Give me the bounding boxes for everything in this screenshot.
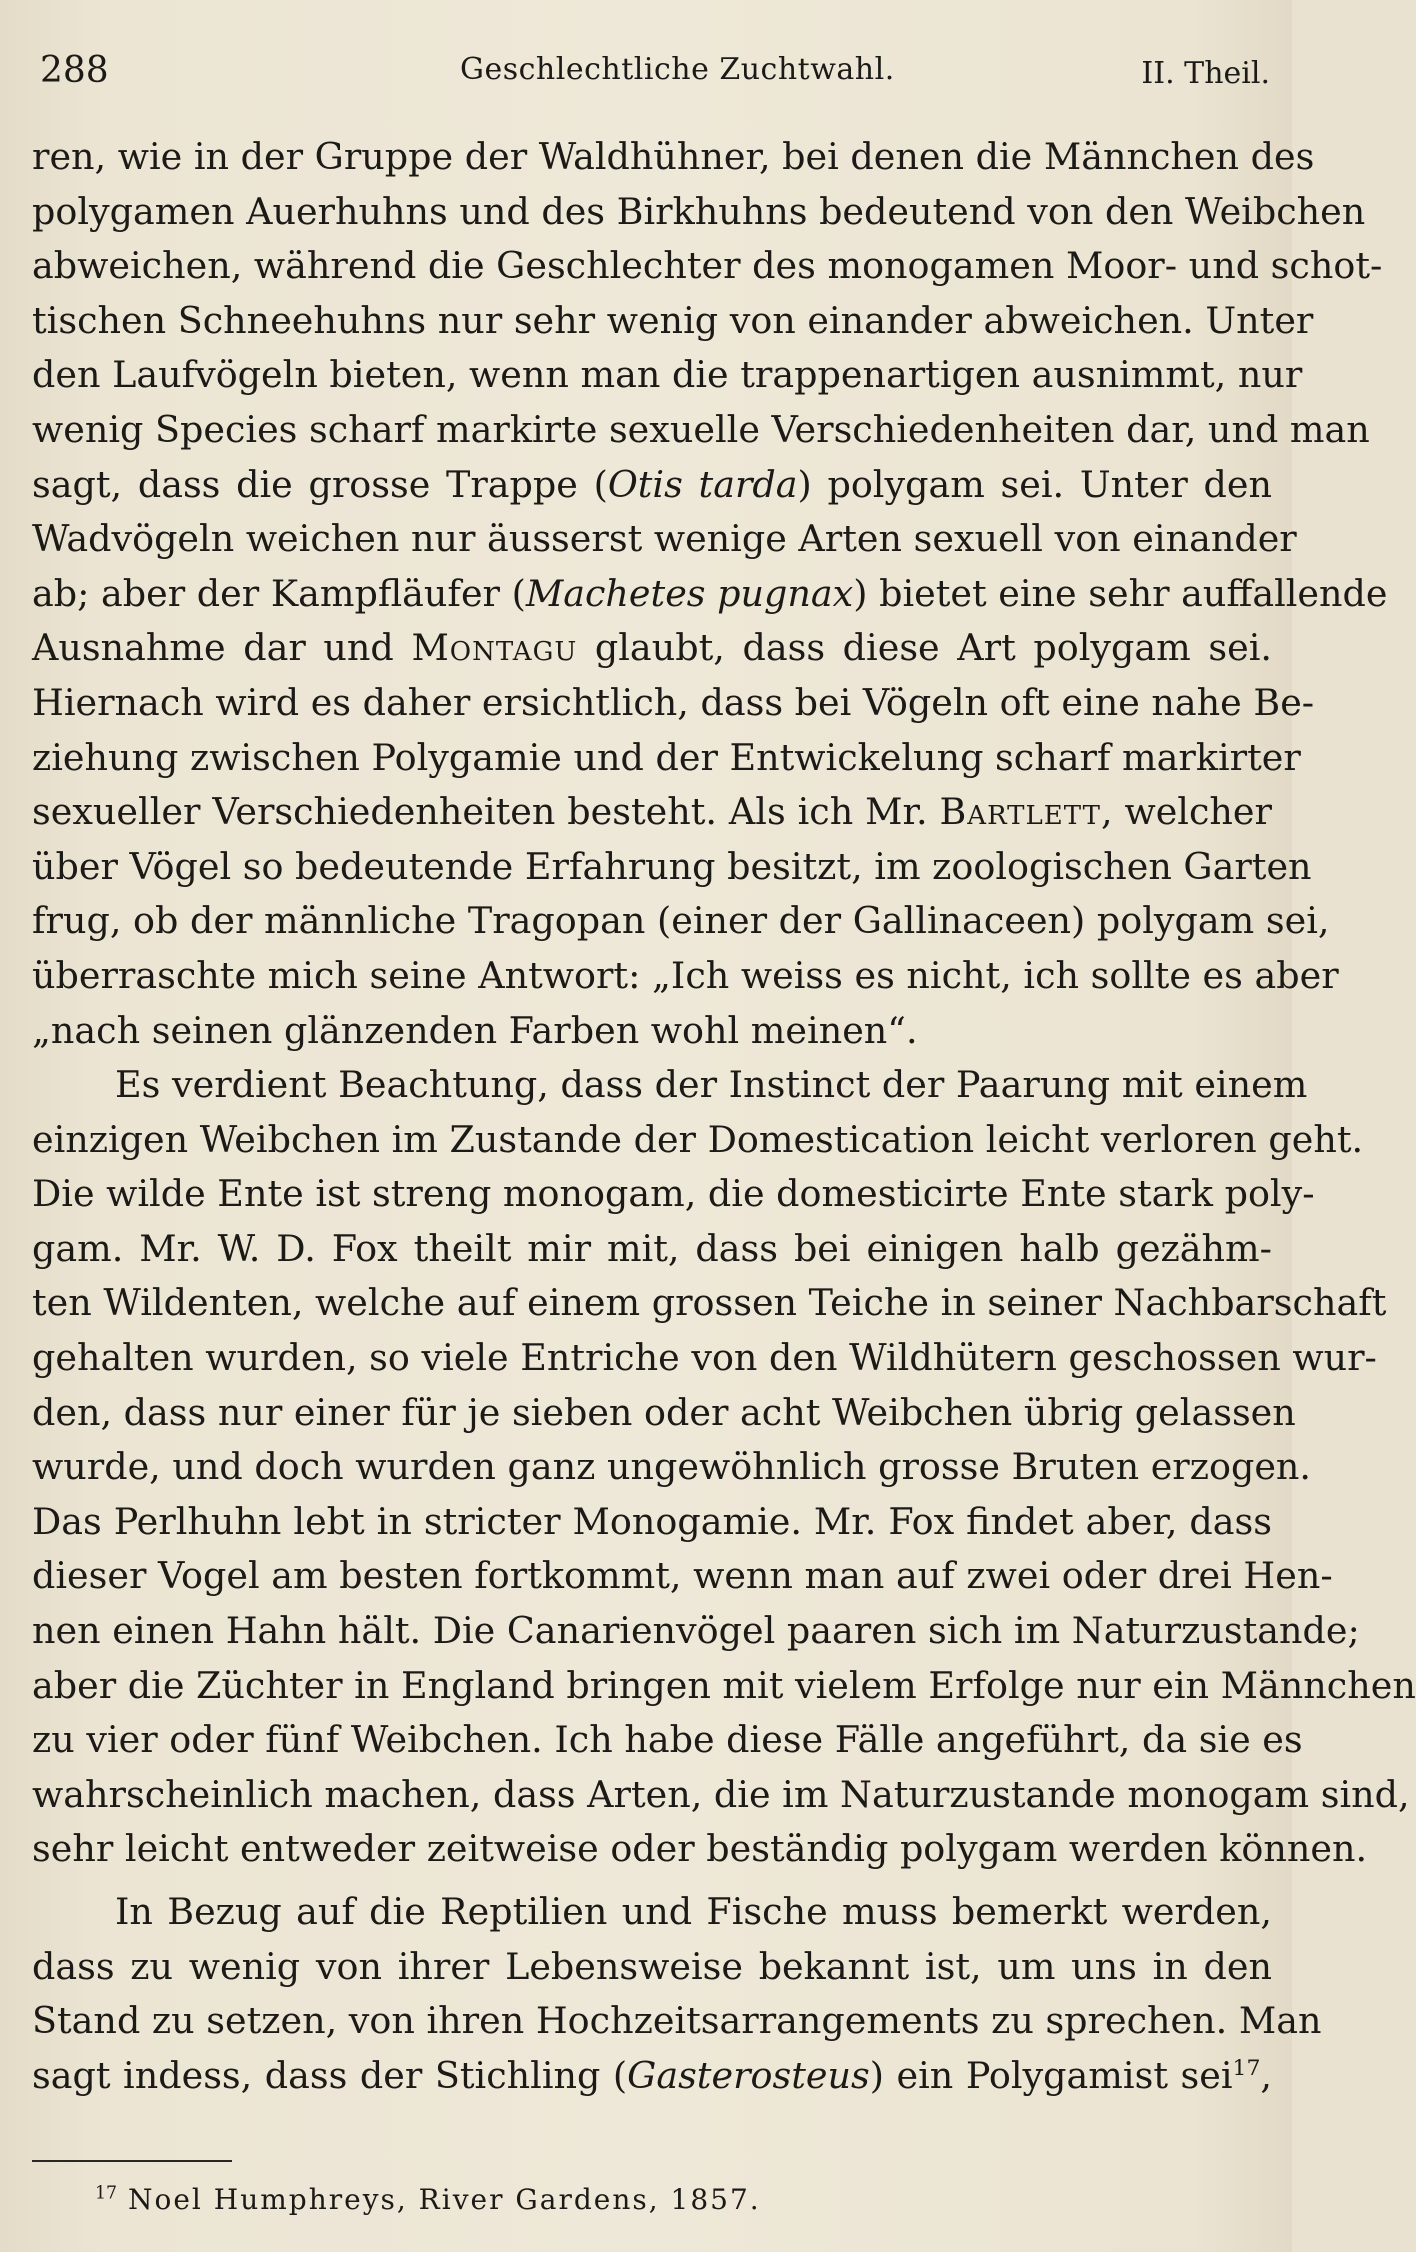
text-line (32, 185, 1366, 240)
text-run: Ausnahme dar und (32, 626, 412, 670)
text-run: ab; aber der Kampfläufer ( (32, 571, 526, 615)
text-run: glaubt, dass diese Art polygam sei. (577, 626, 1272, 670)
running-title: Geschlechtliche Zuchtwahl. (460, 52, 895, 87)
text-run: sehr leicht entweder zeitweise oder beständig polygam werden können. (32, 1827, 1368, 1871)
text-line (32, 1604, 1360, 1659)
italic-term: Machetes pugnax (525, 571, 854, 615)
text-line (32, 1768, 1410, 1823)
text-line (32, 294, 1314, 349)
text-line (32, 1004, 1272, 1059)
person-name: Bartlett (939, 790, 1101, 834)
text-run: , welcher (1100, 790, 1272, 834)
text-run: überraschte mich seine Antwort: „Ich weiss es nicht, ich sollte es aber (32, 953, 1339, 997)
text-run: den Laufvögeln bieten, wenn man die trappenartigen ausnimmt, nur (32, 353, 1303, 397)
text-line (32, 731, 1301, 786)
text-line (32, 1386, 1296, 1441)
page-number: 288 (40, 50, 109, 91)
footnote-mark: 17 (95, 2183, 118, 2204)
text-line (32, 1440, 1312, 1495)
footnote-rule (32, 2160, 232, 2162)
text-run: dieser Vogel am besten fortkommt, wenn man auf zwei oder drei Hen- (32, 1554, 1333, 1598)
text-line (32, 1331, 1377, 1386)
page-body (32, 130, 1416, 2103)
text-run: tischen Schneehuhns nur sehr wenig von einander abweichen. Unter (32, 298, 1314, 342)
text-line (32, 1713, 1303, 1768)
text-line (32, 239, 1383, 294)
text-line (32, 1940, 1272, 1995)
text-line (32, 1058, 1308, 1113)
text-run: Es verdient Beachtung, dass der Instinct der Paarung mit einem (115, 1063, 1308, 1107)
text-run: gehalten wurden, so viele Entriche von den Wildhütern geschossen wur- (32, 1336, 1377, 1380)
text-run: ) bietet eine sehr auffallende (853, 571, 1388, 615)
text-run: , (1260, 2053, 1272, 2097)
text-run: wurde, und doch wurden ganz ungewöhnlich grosse Bruten erzogen. (32, 1445, 1312, 1489)
text-run: den, dass nur einer für je sieben oder acht Weibchen übrig gelassen (32, 1390, 1296, 1434)
text-line (32, 458, 1272, 513)
text-run: Stand zu setzen, von ihren Hochzeitsarrangements zu sprechen. Man (32, 1999, 1322, 2043)
text-run: über Vögel so bedeutende Erfahrung besitzt, im zoologischen Garten (32, 844, 1312, 888)
text-run: In Bezug auf die Reptilien und Fische muss bemerkt werden, (115, 1890, 1272, 1933)
text-line (32, 2049, 1272, 2104)
text-run: wenig Species scharf markirte sexuelle Verschiedenheiten dar, und man (32, 407, 1370, 451)
text-line (32, 512, 1297, 567)
text-run: gam. Mr. W. D. Fox theilt mir mit, dass bei einigen halb gezähm- (32, 1226, 1272, 1270)
text-run: polygamen Auerhuhns und des Birkhuhns bedeutend von den Weibchen (32, 189, 1366, 233)
text-run: ren, wie in der Gruppe der Waldhühner, bei denen die Männchen des (32, 135, 1315, 178)
text-run: ) polygam sei. Unter den (797, 462, 1272, 506)
text-run: zu vier oder fünf Weibchen. Ich habe diese Fälle angeführt, da sie es (32, 1718, 1303, 1762)
text-line (32, 567, 1388, 622)
text-run: ) ein Polygamist sei (869, 2053, 1233, 2097)
text-line (32, 1885, 1272, 1940)
text-line (32, 1549, 1333, 1604)
text-run: abweichen, während die Geschlechter des monogamen Moor- und schot- (32, 244, 1383, 288)
text-line (32, 1222, 1272, 1277)
text-line (32, 785, 1272, 840)
footnote-text: Noel Humphreys, River Gardens, 1857. (128, 2183, 761, 2216)
text-run: einzigen Weibchen im Zustande der Domestication leicht verloren geht. (32, 1117, 1364, 1161)
text-run: Das Perlhuhn lebt in stricter Monogamie. Mr. Fox findet aber, dass (32, 1499, 1272, 1543)
footnote-ref: 17 (1232, 2055, 1261, 2081)
text-run: sagt, dass die grosse Trappe ( (32, 462, 608, 506)
part-label: II. Theil. (1141, 56, 1270, 91)
footnote (95, 2183, 761, 2216)
text-line (32, 621, 1272, 676)
text-line (32, 1822, 1368, 1877)
text-run: aber die Züchter in England bringen mit vielem Erfolge nur ein Männchen (32, 1663, 1416, 1707)
text-line (32, 348, 1303, 403)
text-run: Die wilde Ente ist streng monogam, die domesticirte Ente stark poly- (32, 1172, 1315, 1216)
text-run: wahrscheinlich machen, dass Arten, die im Naturzustande monogam sind, (32, 1772, 1410, 1816)
paragraph-gap (32, 1877, 1272, 1885)
text-run: sexueller Verschiedenheiten besteht. Als ich Mr. (32, 790, 940, 834)
text-line (32, 403, 1370, 458)
text-run: dass zu wenig von ihrer Lebensweise bekannt ist, um uns in den (32, 1944, 1272, 1988)
text-line (32, 130, 1315, 185)
text-run: Hiernach wird es daher ersichtlich, dass bei Vögeln oft eine nahe Be- (32, 680, 1315, 724)
text-line (32, 676, 1315, 731)
text-run: sagt indess, dass der Stichling ( (32, 2053, 628, 2097)
italic-term: Gasterosteus (627, 2053, 870, 2097)
text-line (32, 949, 1339, 1004)
running-header (40, 50, 1270, 100)
text-line (32, 840, 1312, 895)
text-run: nen einen Hahn hält. Die Canarienvögel paaren sich im Naturzustande; (32, 1609, 1360, 1653)
text-line (32, 1167, 1315, 1222)
italic-term: Otis tarda (607, 462, 798, 506)
text-line (32, 894, 1330, 949)
text-run: „nach seinen glänzenden Farben wohl meinen“. (32, 1008, 918, 1052)
text-line (32, 1994, 1322, 2049)
text-line (32, 1113, 1364, 1168)
text-run: ten Wildenten, welche auf einem grossen Teiche in seiner Nachbarschaft (32, 1281, 1387, 1325)
text-line (32, 1659, 1416, 1714)
person-name: Montagu (411, 626, 578, 670)
text-run: ziehung zwischen Polygamie und der Entwickelung scharf markirter (32, 735, 1301, 779)
text-line (32, 1495, 1272, 1550)
text-line (32, 1276, 1387, 1331)
text-run: Wadvögeln weichen nur äusserst wenige Arten sexuell von einander (32, 517, 1297, 561)
text-run: frug, ob der männliche Tragopan (einer der Gallinaceen) polygam sei, (32, 899, 1330, 943)
